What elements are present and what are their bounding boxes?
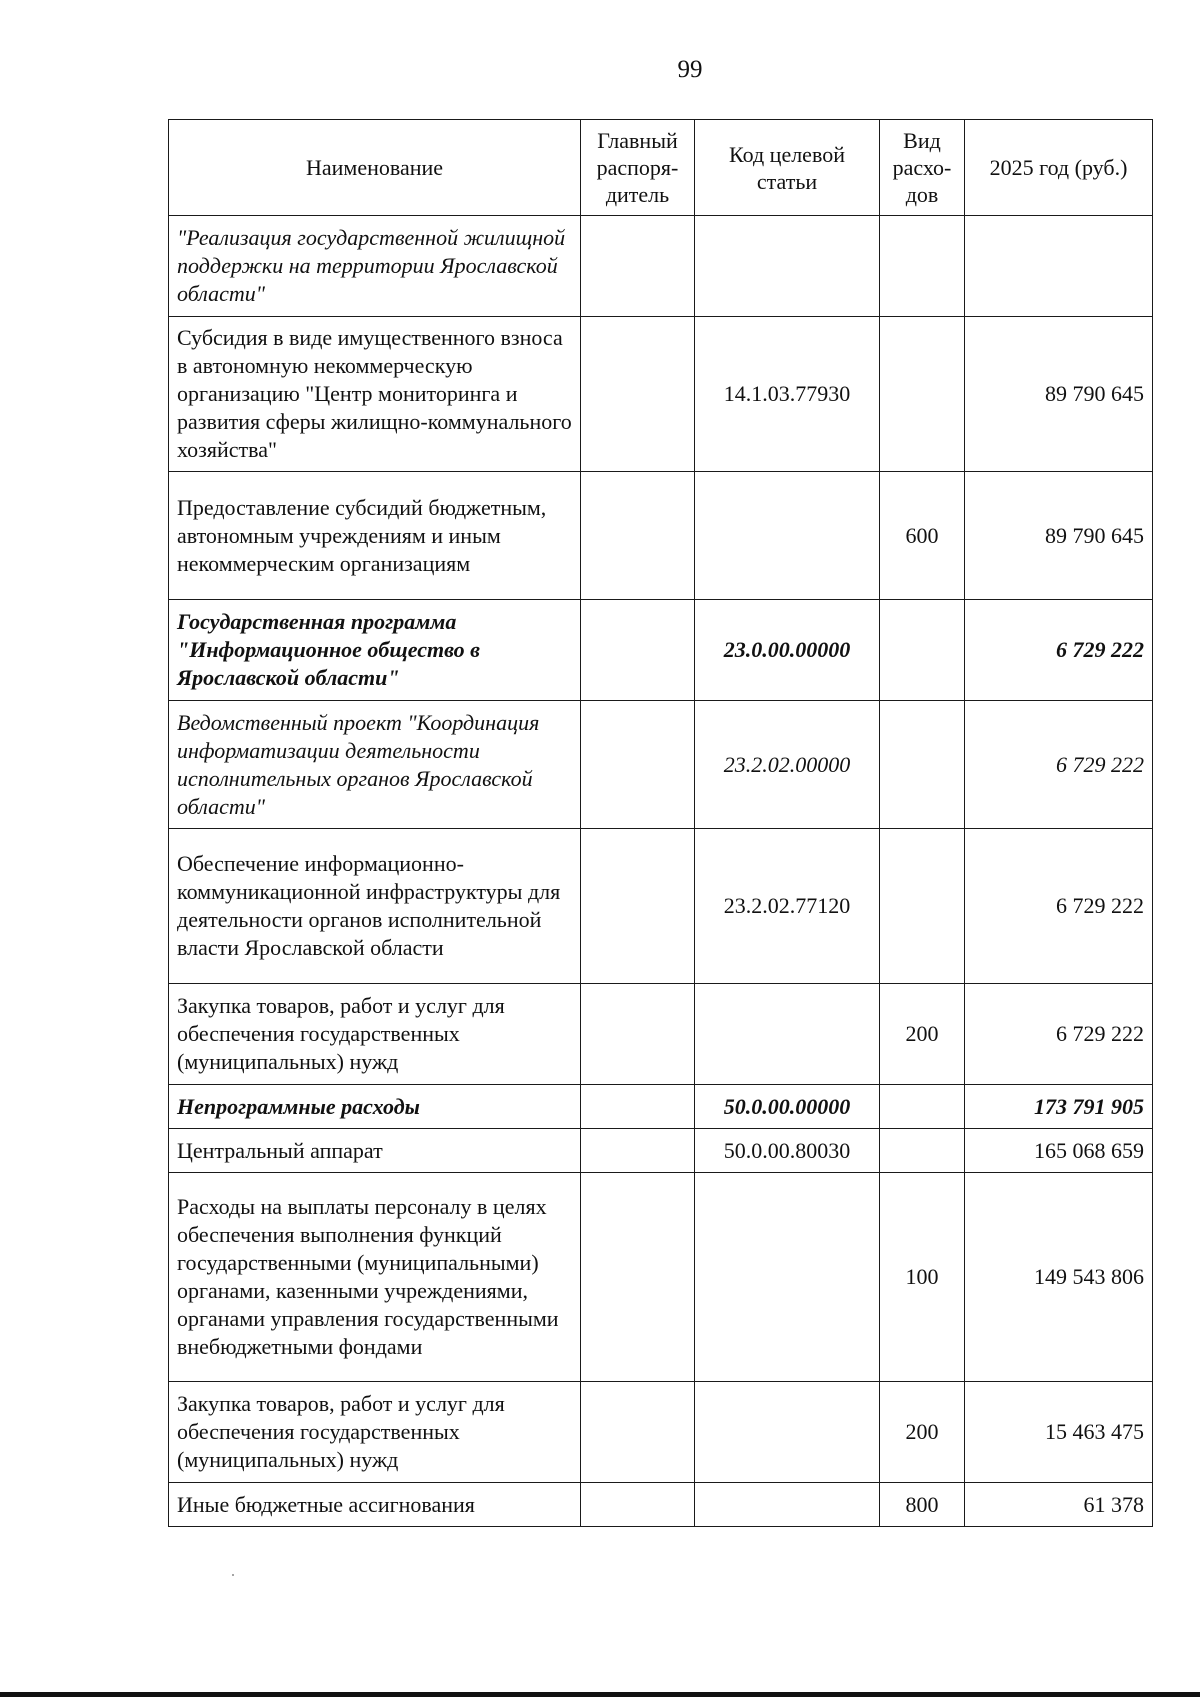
cell-year-sum: 149 543 806: [965, 1173, 1153, 1382]
cell-expense-type: 200: [880, 984, 965, 1085]
cell-name: Предоставление субсидий бюджетным, автономным учреждениям и иным некоммерческим организациям: [169, 472, 581, 600]
cell-year-sum: 15 463 475: [965, 1382, 1153, 1483]
cell-expense-type: [880, 1085, 965, 1129]
cell-expense-type: [880, 701, 965, 829]
table-row: [169, 701, 1153, 829]
cell-name: Закупка товаров, работ и услуг для обеспечения государственных (муниципальных) нужд: [169, 1382, 581, 1483]
cell-year-sum: 61 378: [965, 1483, 1153, 1527]
cell-target-code: [695, 1483, 880, 1527]
cell-target-code: 50.0.00.80030: [695, 1129, 880, 1173]
cell-expense-type: [880, 317, 965, 472]
cell-target-code: 23.2.02.77120: [695, 829, 880, 984]
cell-name: Иные бюджетные ассигнования: [169, 1483, 581, 1527]
header-main-manager: Главный распоря-дитель: [581, 120, 695, 216]
cell-main-manager: [581, 1382, 695, 1483]
cell-expense-type: [880, 600, 965, 701]
cell-expense-type: 200: [880, 1382, 965, 1483]
table-body: [169, 216, 1153, 1527]
table-row: [169, 472, 1153, 600]
cell-main-manager: [581, 1483, 695, 1527]
scan-speck: [232, 1574, 234, 1576]
cell-target-code: 23.2.02.00000: [695, 701, 880, 829]
cell-main-manager: [581, 1129, 695, 1173]
cell-expense-type: 100: [880, 1173, 965, 1382]
cell-expense-type: [880, 1129, 965, 1173]
cell-name: Ведомственный проект "Координация информатизации деятельности исполнительных органов Ярославской области": [169, 701, 581, 829]
cell-main-manager: [581, 829, 695, 984]
page-bottom-edge: [0, 1692, 1200, 1697]
cell-name: Обеспечение информационно-коммуникационной инфраструктуры для деятельности органов исполнительной власти Ярославской области: [169, 829, 581, 984]
header-year-sum: 2025 год (руб.): [965, 120, 1153, 216]
cell-main-manager: [581, 472, 695, 600]
table-row: [169, 984, 1153, 1085]
cell-target-code: 23.0.00.00000: [695, 600, 880, 701]
table-row: [169, 829, 1153, 984]
cell-target-code: [695, 984, 880, 1085]
header-name: Наименование: [169, 120, 581, 216]
table-row: [169, 600, 1153, 701]
cell-year-sum: 89 790 645: [965, 472, 1153, 600]
cell-main-manager: [581, 216, 695, 317]
cell-year-sum: 6 729 222: [965, 829, 1153, 984]
page-number: 99: [677, 56, 703, 83]
table-row: [169, 1483, 1153, 1527]
cell-year-sum: 6 729 222: [965, 984, 1153, 1085]
cell-name: Закупка товаров, работ и услуг для обеспечения государственных (муниципальных) нужд: [169, 984, 581, 1085]
table-row: [169, 317, 1153, 472]
cell-expense-type: 800: [880, 1483, 965, 1527]
cell-expense-type: 600: [880, 472, 965, 600]
table-row: [169, 1382, 1153, 1483]
cell-name: Непрограммные расходы: [169, 1085, 581, 1129]
table-header-row: [169, 120, 1153, 216]
cell-name: Субсидия в виде имущественного взноса в автономную некоммерческую организацию "Центр мониторинга и развития сферы жилищно-коммунального хозяйства": [169, 317, 581, 472]
cell-target-code: 14.1.03.77930: [695, 317, 880, 472]
cell-name: Расходы на выплаты персоналу в целях обеспечения выполнения функций государственными (муниципальными) органами, казенными учреждениями, органами управления государственными внебюджетными фондами: [169, 1173, 581, 1382]
cell-year-sum: 173 791 905: [965, 1085, 1153, 1129]
cell-target-code: [695, 216, 880, 317]
cell-target-code: [695, 1382, 880, 1483]
cell-year-sum: 165 068 659: [965, 1129, 1153, 1173]
cell-main-manager: [581, 317, 695, 472]
cell-name: Центральный аппарат: [169, 1129, 581, 1173]
cell-target-code: [695, 1173, 880, 1382]
cell-name: "Реализация государственной жилищной поддержки на территории Ярославской области": [169, 216, 581, 317]
cell-year-sum: [965, 216, 1153, 317]
cell-main-manager: [581, 1173, 695, 1382]
table-row: [169, 1129, 1153, 1173]
cell-main-manager: [581, 1085, 695, 1129]
table-row: [169, 1173, 1153, 1382]
cell-year-sum: 6 729 222: [965, 701, 1153, 829]
header-expense-type: Вид расхо-дов: [880, 120, 965, 216]
cell-name: Государственная программа "Информационное общество в Ярославской области": [169, 600, 581, 701]
table-row: [169, 1085, 1153, 1129]
cell-main-manager: [581, 984, 695, 1085]
cell-year-sum: 89 790 645: [965, 317, 1153, 472]
cell-year-sum: 6 729 222: [965, 600, 1153, 701]
cell-main-manager: [581, 600, 695, 701]
cell-target-code: 50.0.00.00000: [695, 1085, 880, 1129]
cell-expense-type: [880, 216, 965, 317]
budget-table: [168, 119, 1153, 1527]
cell-expense-type: [880, 829, 965, 984]
header-target-code: Код целевой статьи: [695, 120, 880, 216]
cell-target-code: [695, 472, 880, 600]
cell-main-manager: [581, 701, 695, 829]
table-row: [169, 216, 1153, 317]
